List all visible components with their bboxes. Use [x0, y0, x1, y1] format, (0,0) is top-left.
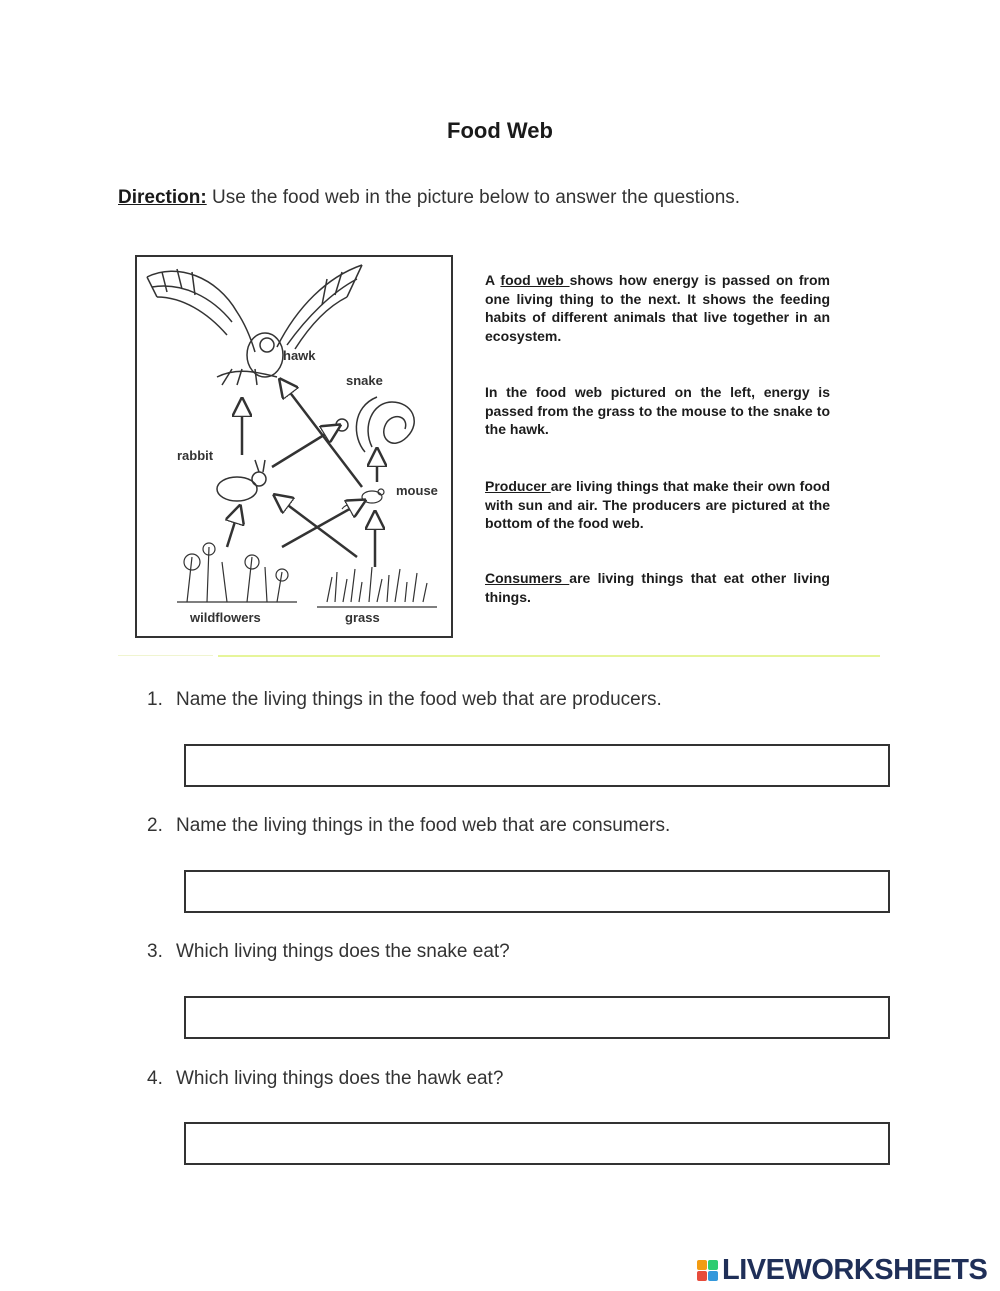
liveworksheets-logo — [697, 1254, 987, 1286]
direction-line — [118, 187, 740, 209]
info-p4-text: are living things that eat other living things. — [485, 570, 830, 605]
question-number: 1. — [147, 689, 163, 710]
logo-mark-tile — [708, 1271, 718, 1281]
info-food-web — [485, 271, 830, 345]
mouse-drawing — [342, 489, 384, 509]
question-4 — [147, 1068, 503, 1090]
question-3 — [147, 941, 510, 963]
worksheet-title: Food Web — [447, 118, 553, 143]
divider — [218, 655, 880, 657]
food-web-illustration — [137, 257, 451, 636]
question-number: 4. — [147, 1068, 163, 1089]
rabbit-drawing — [217, 460, 266, 501]
logo-mark-icon — [697, 1260, 718, 1281]
divider-left — [118, 655, 213, 656]
label-grass: grass — [345, 610, 380, 625]
info-p2-text: In the food web pictured on the left, energy is passed from the grass to the mouse to the snake to the hawk. — [485, 384, 830, 437]
label-rabbit: rabbit — [177, 448, 214, 463]
answer-input-3[interactable] — [184, 996, 890, 1039]
hawk-drawing — [147, 265, 362, 385]
question-text: Name the living things in the food web that are producers. — [176, 689, 662, 710]
answer-input-2[interactable] — [184, 870, 890, 913]
info-p3-text: are living things that make their own food with sun and air. The producers are pictured at the bottom of the food web. — [485, 478, 830, 531]
direction-text: Use the food web in the picture below to answer the questions. — [206, 187, 741, 208]
question-1 — [147, 689, 662, 711]
term-food-web: food web — [500, 272, 570, 288]
term-consumers: Consumers — [485, 570, 570, 586]
label-hawk: hawk — [283, 348, 316, 363]
info-consumers — [485, 569, 830, 606]
question-number: 2. — [147, 815, 163, 836]
grass-drawing — [317, 567, 437, 607]
answer-input-4[interactable] — [184, 1122, 890, 1165]
info-p1-pre: A — [485, 272, 501, 288]
question-text: Which living things does the snake eat? — [176, 941, 510, 962]
snake-drawing — [336, 397, 414, 452]
wildflowers-drawing — [177, 543, 297, 602]
logo-mark-tile — [697, 1271, 707, 1281]
logo-text: LIVEWORKSHEETS — [722, 1253, 988, 1286]
label-mouse: mouse — [396, 483, 438, 498]
logo-mark-tile — [708, 1260, 718, 1270]
label-wildflowers: wildflowers — [190, 610, 261, 625]
question-2 — [147, 815, 670, 837]
answer-input-1[interactable] — [184, 744, 890, 787]
term-producer: Producer — [485, 478, 551, 494]
info-producer — [485, 477, 830, 533]
question-text: Which living things does the hawk eat? — [176, 1068, 504, 1089]
info-p1-text: shows how energy is passed on from one living thing to the next. It shows the feeding habits of different animals that live together in an ecosystem. — [485, 272, 830, 344]
food-web-arrows — [227, 382, 377, 567]
logo-mark-tile — [697, 1260, 707, 1270]
food-web-figure — [135, 255, 453, 638]
direction-label: Direction: — [118, 187, 207, 208]
info-energy-flow — [485, 383, 830, 439]
question-text: Name the living things in the food web that are consumers. — [176, 815, 671, 836]
question-number: 3. — [147, 941, 163, 962]
label-snake: snake — [346, 373, 383, 388]
